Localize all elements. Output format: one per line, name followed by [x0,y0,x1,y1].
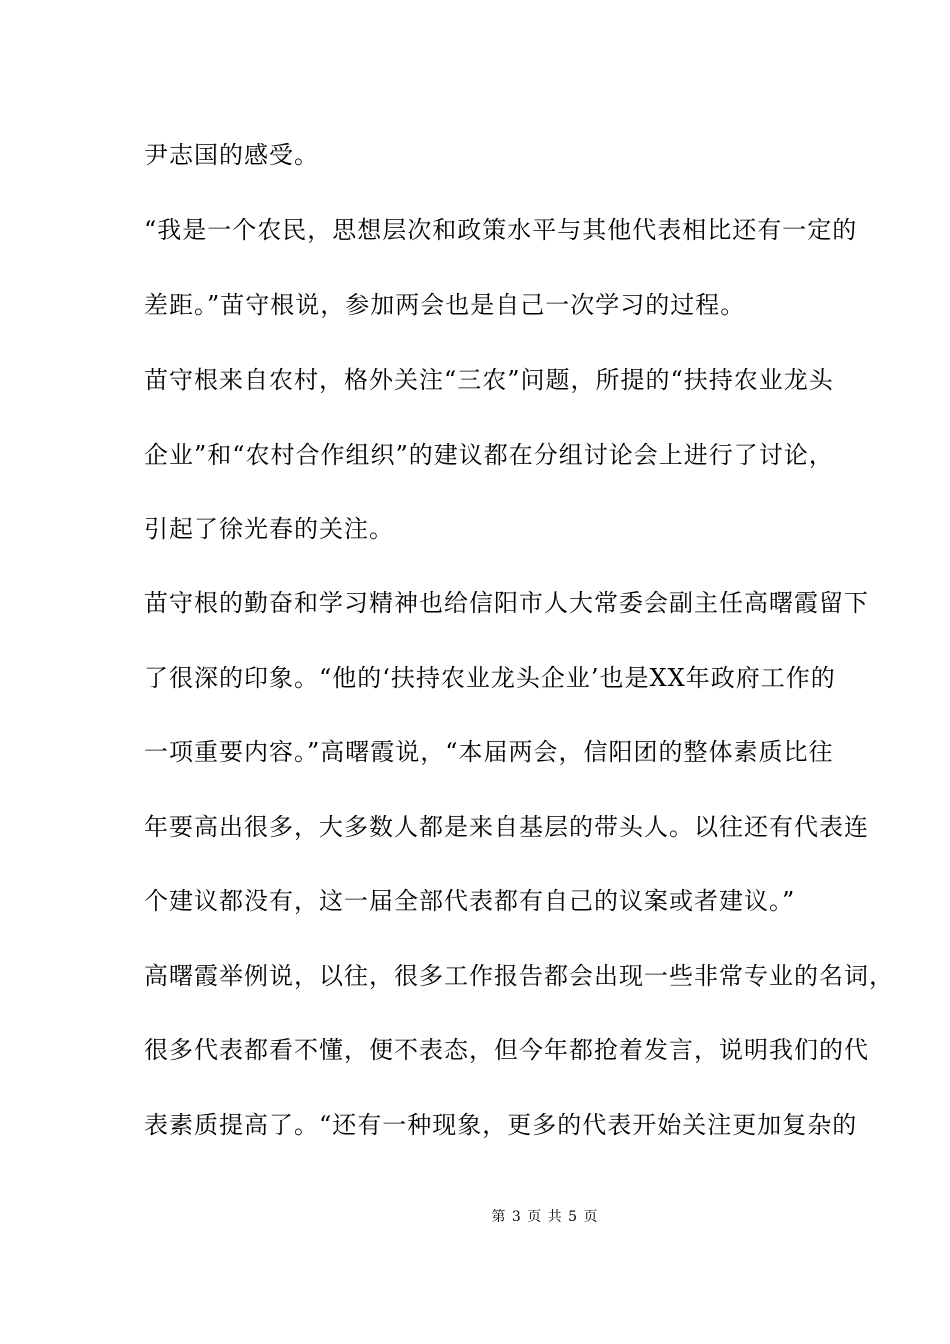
text-line-13: 很多代表都看不懂，便不表态，但今年都抢着发言，说明我们的代 [144,1036,869,1064]
text-line-8: 了很深的印象。“他的‘扶持农业龙头企业’也是XX年政府工作的 [144,664,836,692]
text-line-11: 个建议都没有，这一届全部代表都有自己的议案或者建议。” [144,887,796,915]
text-line-2: “我是一个农民，思想层次和政策水平与其他代表相比还有一定的 [144,216,858,244]
text-line-6: 引起了徐光春的关注。 [144,515,394,543]
text-line-9: 一项重要内容。”高曙霞说，“本届两会，信阳团的整体素质比往 [144,738,834,766]
text-line-5: 企业”和“农村合作组织”的建议都在分组讨论会上进行了讨论， [144,441,834,469]
text-line-12: 高曙霞举例说，以往，很多工作报告都会出现一些非常专业的名词， [144,962,894,990]
text-line-7: 苗守根的勤奋和学习精神也给信阳市人大常委会副主任高曙霞留下 [144,589,869,617]
text-line-10: 年要高出很多，大多数人都是来自基层的带头人。以往还有代表连 [144,813,869,841]
page-number-footer: 第 3 页 共 5 页 [491,1209,599,1225]
text-line-14: 表素质提高了。“还有一种现象，更多的代表开始关注更加复杂的 [144,1111,858,1139]
text-line-4: 苗守根来自农村，格外关注“三农”问题，所提的“扶持农业龙头 [144,366,834,394]
text-line-1: 尹志国的感受。 [144,141,319,169]
text-line-3: 差距。”苗守根说，参加两会也是自己一次学习的过程。 [144,291,746,319]
